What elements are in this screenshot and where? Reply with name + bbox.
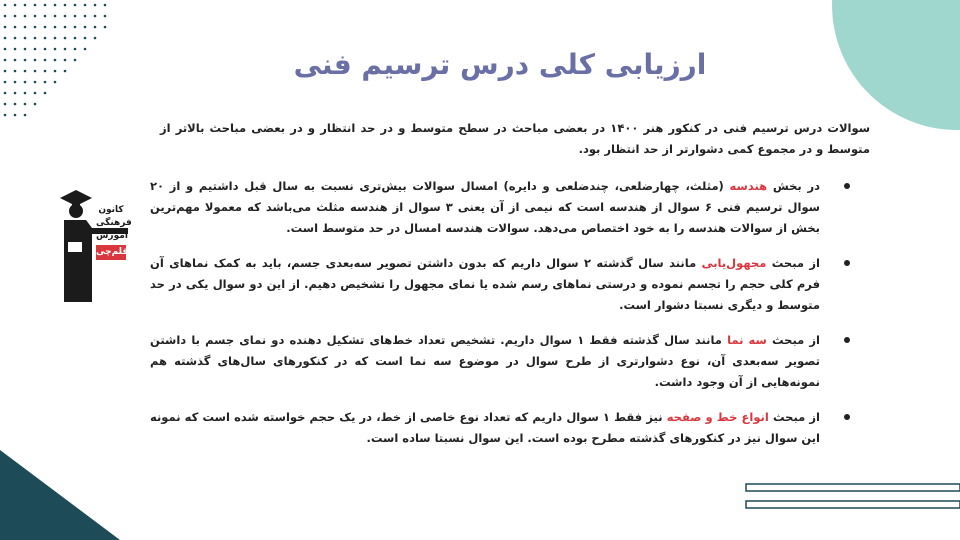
bullet-item-unknown-view: از مبحث مجهول‌یابی مانند سال گذشته ۲ سوال داریم که بدون داشتن تصویر سه‌بعدی جسم، باید به کمک نماهای آن فرم کلی حجم را تجسم نموده و درستی نماهای رسم شده یا نمای مجهول را تشخیص دهیم. از این دو سوال یکی در حد متوسط و دیگری نسبتا دشوار است. bbox=[150, 253, 850, 316]
highlight-term: سه نما bbox=[727, 333, 767, 347]
bullet-icon bbox=[844, 337, 850, 343]
slide-title: ارزیابی کلی درس ترسیم فنی bbox=[293, 48, 707, 81]
bullet-item-geometry: در بخش هندسه (مثلث، چهارضلعی، چندضلعی و دایره) امسال سوالات بیش‌تری نسبت به سال قبل داشتیم و از ۲۰ سوال ترسیم فنی ۶ سوال از هندسه است که نیمی از آن یعنی ۳ سوال از هندسه مثلث می‌باشد که معمولا مهم‌ترین بخش از سوالات هندسه را به خود اختصاص می‌دهد. سوالات هندسه امسال در حد متوسط است. bbox=[150, 176, 850, 239]
intro-paragraph: سوالات درس ترسیم فنی در کنکور هنر ۱۴۰۰ در بعضی مباحث در سطح متوسط و در حد انتظار و در بعضی مباحث بالاتر از متوسط و در مجموع کمی دشوارتر از حد انتظار بود. bbox=[160, 121, 871, 156]
bullet-item-three-views: از مبحث سه نما مانند سال گذشته فقط ۱ سوال داریم. تشخیص تعداد خط‌های تشکیل دهنده دو نمای جسم با داشتن تصویر سه‌بعدی آن، نوع دشوارتری از طرح سوال در موضوع سه نما است که در کنکورهای سال‌های گذشته هم نمونه‌هایی از آن وجود داشت. bbox=[150, 330, 850, 393]
highlight-term: هندسه bbox=[729, 179, 768, 193]
corner-triangle-decoration bbox=[0, 450, 120, 540]
bullet-item-lines-planes: از مبحث انواع خط و صفحه نیز فقط ۱ سوال داریم که تعداد نوع خاصی از خط، در یک حجم خواسته شده است که نمونه این سوال نیز در کنکورهای گذشته مطرح بوده است. این سوال نسبتا ساده است. bbox=[150, 407, 850, 449]
lines-decoration bbox=[744, 482, 960, 512]
bullet-list bbox=[150, 176, 850, 449]
highlight-term: مجهول‌یابی bbox=[701, 256, 767, 270]
publisher-logo: کانون فرهنگی آموزش قلم‌چی bbox=[96, 204, 126, 260]
dot-pattern-decoration bbox=[0, 0, 120, 130]
corner-circle-decoration bbox=[832, 0, 960, 130]
bullet-icon bbox=[844, 260, 850, 266]
bullet-icon bbox=[844, 414, 850, 420]
highlight-term: انواع خط و صفحه bbox=[666, 410, 769, 424]
bullet-icon bbox=[844, 183, 850, 189]
